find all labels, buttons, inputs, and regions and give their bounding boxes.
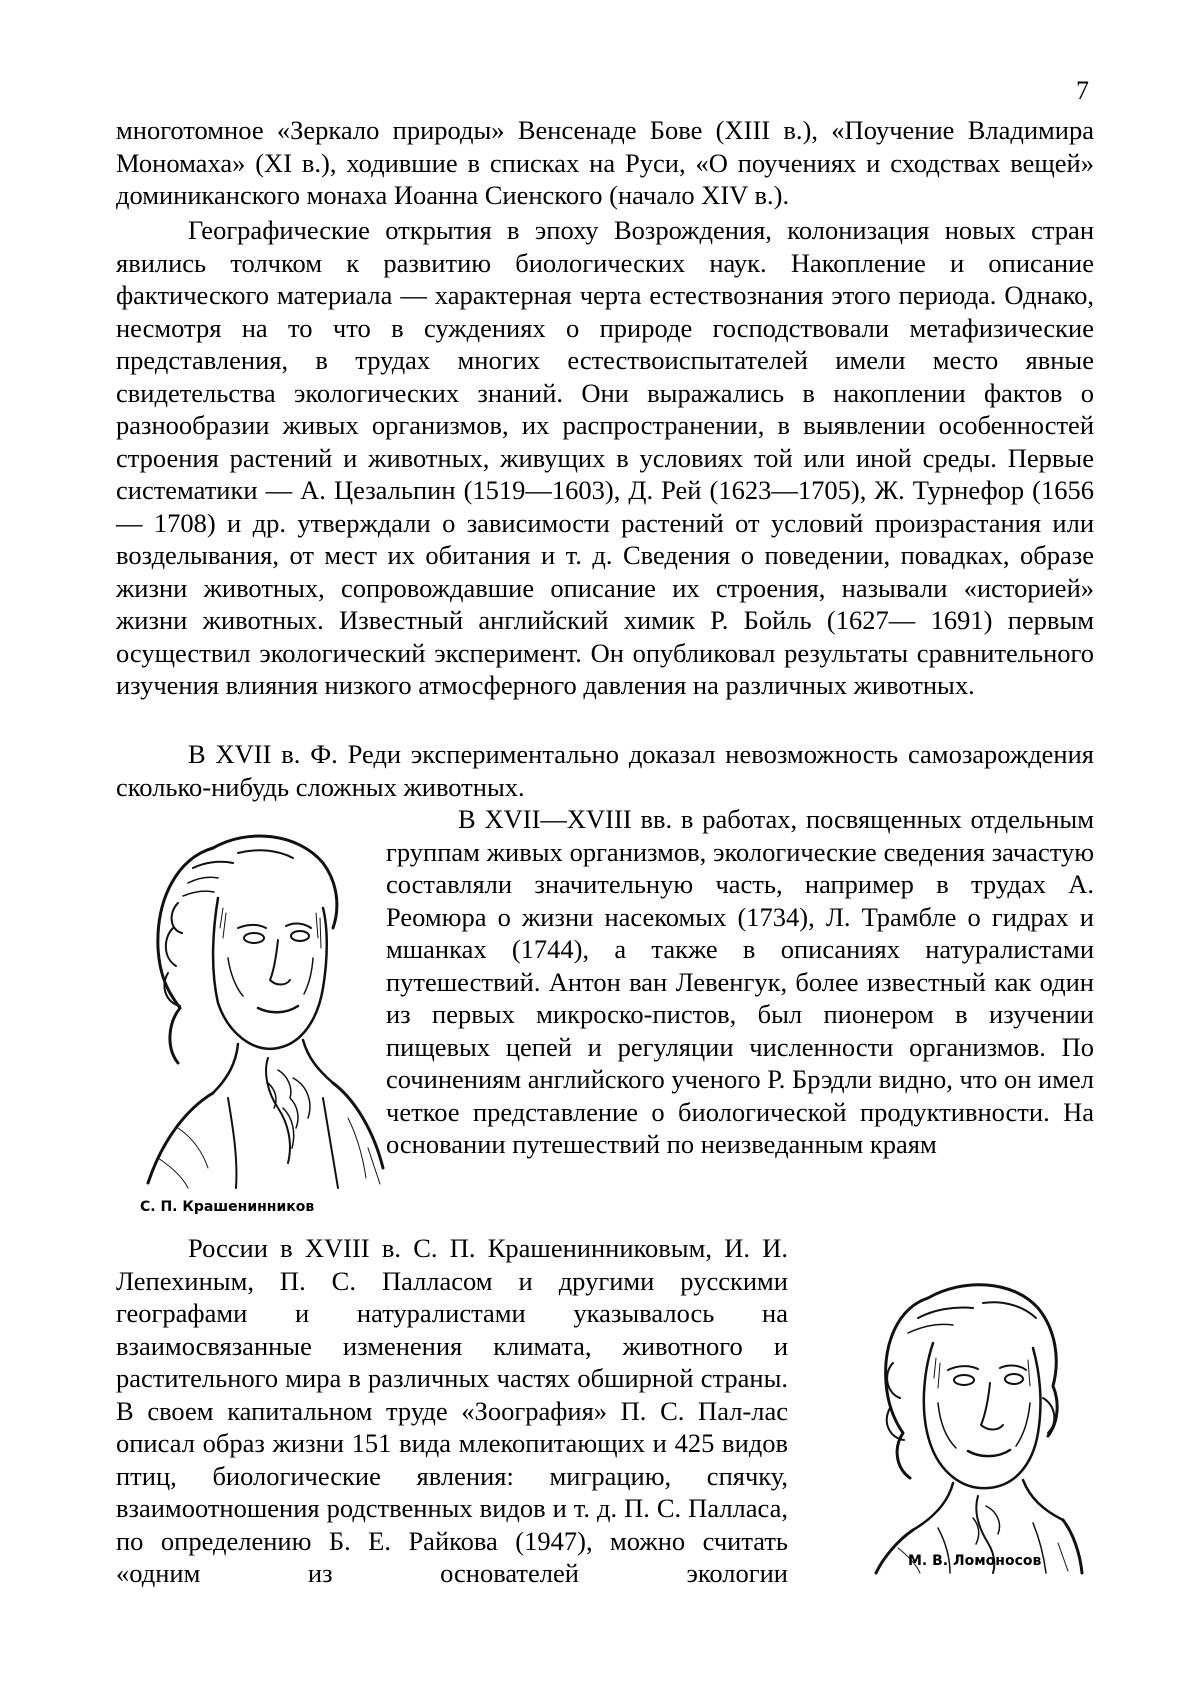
paragraph-17-18th-century: В XVII—XVIII вв. в работах, посвященных отдельным группам живых организмов, экологические сведения зачастую составляли значительную часть, например в трудах А. Реомюра о жизни насекомых (1734), Л. Трамбле о гидрах и мшанках (1744), а также в описаниях натуралистами путешествий. Антон ван Левенгук, более известный как один из первых микроско-пистов, был пионером в изучении пищевых цепей и регуляции численности организмов. По сочинениям английского ученого Р. Брэдли видно, что он имел четкое представление о биологической продуктивности. На основании путешествий по неизведанным краям [386, 804, 1094, 1159]
krasheninnikov-portrait [118, 808, 388, 1190]
krasheninnikov-caption: С. П. Крашенинников [140, 1199, 315, 1215]
paragraph-renaissance-discoveries: Географические открытия в эпоху Возрождения, колонизация новых стран явились толчком к развитию биологических наук. Накопление и описание фактического материала — характерная черта естествознания этого периода. Однако, несмотря на то что в суждениях о природе господствовали метафизические представления, в трудах многих естествоиспытателей имели место явные свидетельства экологических знаний. Они выражались в накоплении фактов о разнообразии живых организмов, их распространении, в выявлении особенностей строения растений и животных, живущих в условиях той или иной среды. Первые систематики — А. Цезальпин (1519—1603), Д. Рей (1623—1705), Ж. Турнефор (1656— 1708) и др. утверждали о зависимости растений от условий произрастания или возделывания, от мест их обитания и т. д. Сведения о поведении, повадках, образе жизни животных, сопровождавшие описание их строения, называли «историей» жизни животных. Известный английский химик Р. Бойль (1627— 1691) первым осуществил экологический эксперимент. Он опубликовал результаты сравнительного изучения влияния низкого атмосферного давления на различных животных. [116, 215, 1094, 700]
paragraph-russian-expeditions: России в XVIII в. С. П. Крашенинниковым, И. И. Лепехиным, П. С. Палласом и другими русскими географами и натуралистами указывалось на взаимосвязанные изменения климата, животного и растительного мира в различных частях обширной страны. В своем капитальном труде «Зоография» П. С. Пал-лас описал образ жизни 151 вида млекопитающих и 425 видов птиц, биологические явления: миграцию, спячку, взаимоотношения родственных видов и т. д. П. С. Палласа, по определению Б. Е. Райкова (1947), можно считать «одним из основателей экологии [116, 1233, 788, 1588]
lomonosov-caption: М. В. Ломоносов [908, 1553, 1042, 1569]
paragraph-continuation: многотомное «Зеркало природы» Венсенаде Бове (XIII в.), «Поучение Владимира Мономаха» (XI в.), ходившие в списках на Руси, «О поучениях и сходствах вещей» доминиканского монаха Иоанна Сиенского (начало XIV в.). [116, 115, 1094, 210]
page-number: 7 [1076, 76, 1089, 105]
lomonosov-portrait [868, 1268, 1084, 1576]
paragraph-redi: В XVII в. Ф. Реди экспериментально доказал невозможность самозарождения сколько-нибудь сложных животных. [116, 739, 1094, 802]
